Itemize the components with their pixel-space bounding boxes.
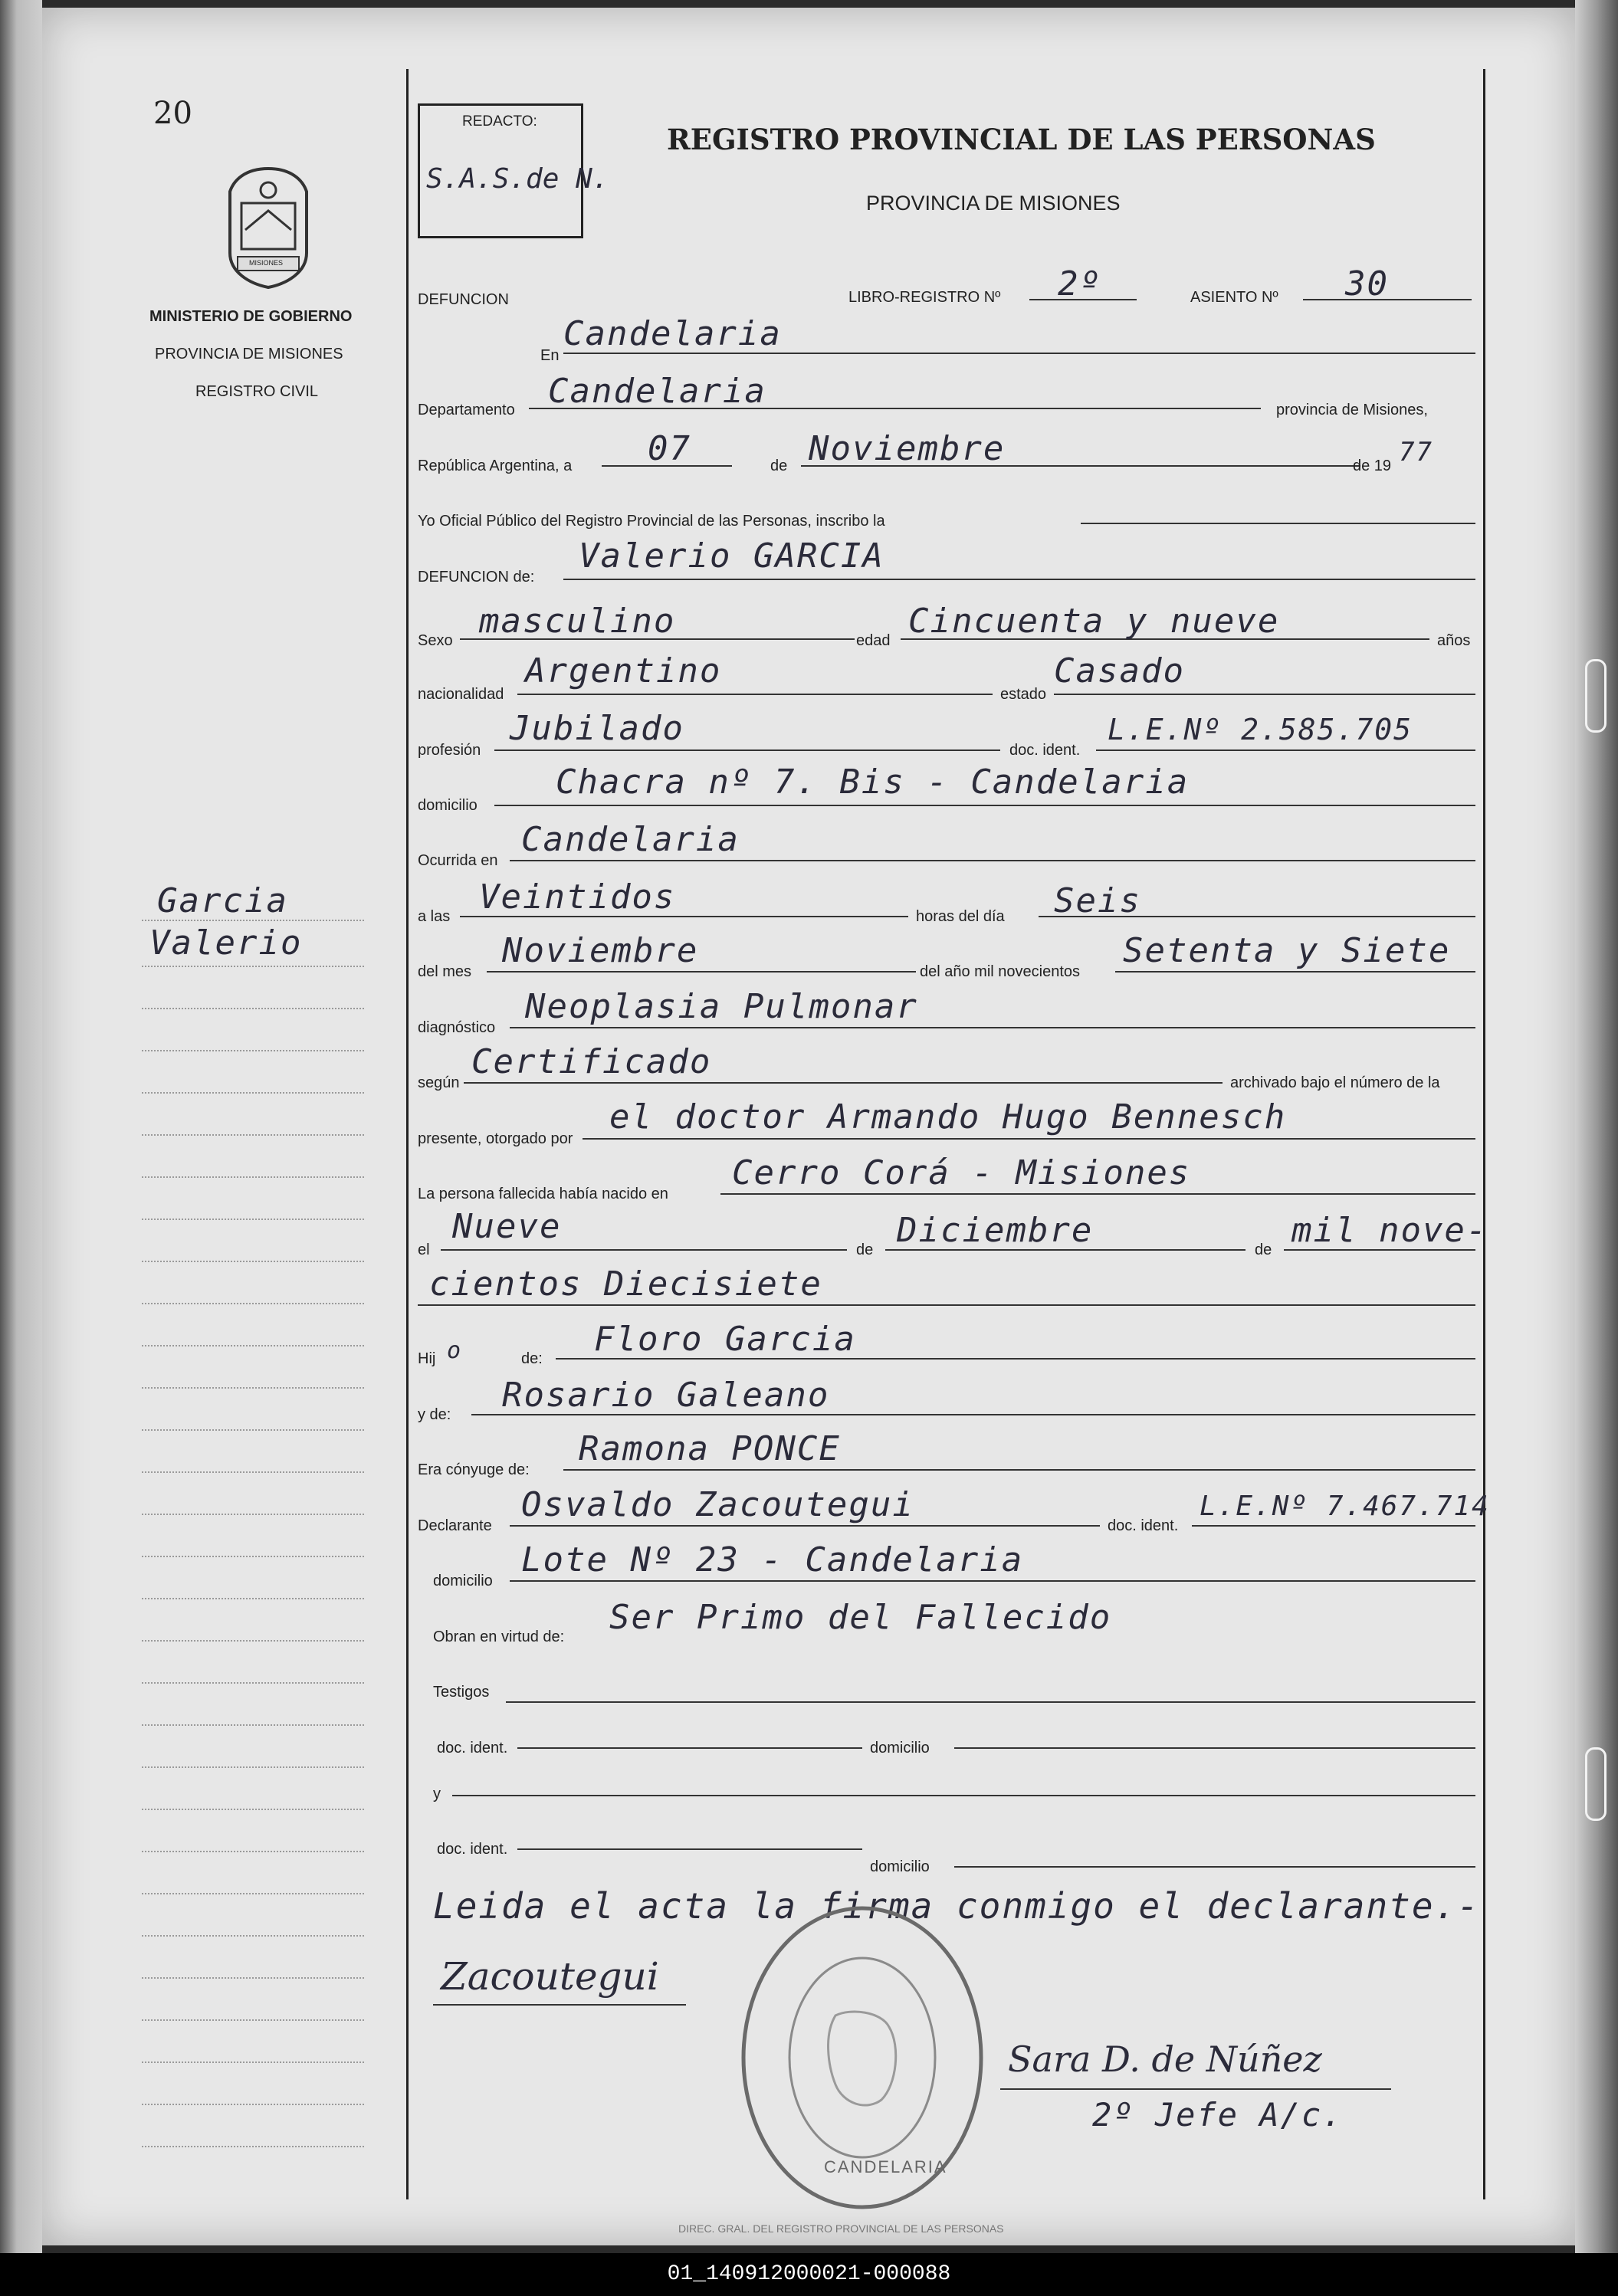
cont-value: cientos Diecisiete [429, 1264, 822, 1304]
de19-label: de 19 [1353, 458, 1392, 474]
book-binding [0, 0, 42, 2253]
presente-line [583, 1138, 1475, 1140]
ocurrida-line [510, 860, 1475, 861]
coat-of-arms-label: MISIONES [249, 259, 284, 267]
segun-line [464, 1082, 1223, 1084]
edad-value: Cincuenta y nueve [908, 602, 1280, 641]
nacionalidad-value: Argentino [525, 651, 722, 690]
domicilio-line [494, 805, 1475, 806]
horas-label: horas del día [916, 908, 1005, 925]
domicilio2-line [510, 1580, 1475, 1582]
domicilio2-label: domicilio [433, 1573, 493, 1589]
republica-label: República Argentina, a [418, 458, 573, 474]
de2-label: de [856, 1241, 874, 1258]
defuncion-de-line [563, 579, 1475, 580]
docident-value: L.E.Nº 2.585.705 [1108, 713, 1413, 746]
estado-label: estado [1000, 686, 1047, 703]
padre-value: Floro Garcia [594, 1320, 856, 1359]
ocurrida-value: Candelaria [521, 820, 740, 859]
domicilio-label: domicilio [418, 797, 478, 814]
domicilio4-label: domicilio [870, 1858, 930, 1875]
edad-label: edad [856, 632, 891, 649]
seal-inner-text: CANDELARIA [824, 2157, 947, 2176]
y-line [452, 1795, 1475, 1796]
binding-stitch-top [1585, 659, 1607, 733]
departamento-label: Departamento [418, 402, 515, 418]
cont-line [418, 1304, 1475, 1306]
image-id-footer: 01_140912000021-000088 [0, 2253, 1618, 2296]
docident2-line [1192, 1525, 1475, 1527]
seal-outer-text: DIREC. GRAL. DEL REGISTRO PROVINCIAL DE LAS PERSONAS [678, 2222, 1004, 2235]
book-edge [1575, 0, 1618, 2253]
dia-texto-value: Seis [1054, 881, 1141, 920]
sexo-label: Sexo [418, 632, 453, 649]
defuncion-label: DEFUNCION [418, 291, 509, 308]
libro-label: LIBRO-REGISTRO Nº [848, 289, 1001, 306]
profesion-label: profesión [418, 742, 481, 759]
page-number: 20 [153, 96, 192, 131]
docident-line [1096, 749, 1475, 751]
el-line [441, 1249, 847, 1251]
margin-surname: Garcia [157, 881, 288, 920]
obran-value: Ser Primo del Fallecido [609, 1598, 1112, 1637]
obran-label: Obran en virtud de: [433, 1629, 565, 1645]
delmes-line [487, 971, 916, 973]
segun-label: según [418, 1074, 460, 1091]
estado-line [1054, 694, 1475, 695]
margin-name: Valerio [149, 923, 303, 963]
de3-label: de [1255, 1241, 1272, 1258]
page-subtitle: PROVINCIA DE MISIONES [866, 192, 1121, 215]
docident3-line [517, 1747, 862, 1749]
madre-value: Rosario Galeano [502, 1376, 830, 1415]
conyuge-line [563, 1469, 1475, 1471]
docident2-label: doc. ident. [1108, 1517, 1179, 1534]
redacto-value: S.A.S.de N. [426, 163, 609, 195]
redacto-box [418, 103, 609, 238]
defuncion-de-value: Valerio GARCIA [579, 536, 884, 576]
delmes-value: Noviembre [502, 931, 699, 970]
coat-of-arms-icon [215, 161, 322, 291]
redacto-label: REDACTO: [462, 113, 537, 130]
declarante-value: Osvaldo Zacoutegui [521, 1485, 914, 1524]
docident4-line [517, 1848, 862, 1850]
ocurrida-label: Ocurrida en [418, 852, 498, 869]
nacido-line [720, 1193, 1475, 1195]
de-label: de [770, 458, 788, 474]
nacido-value: Cerro Corá - Misiones [732, 1153, 1191, 1192]
delmes-label: del mes [418, 963, 472, 980]
en-label: En [540, 347, 560, 364]
presente-label: presente, otorgado por [418, 1130, 573, 1147]
declarante-line [510, 1525, 1100, 1527]
el-value: Nueve [452, 1207, 562, 1246]
hijo-de-label: de: [521, 1350, 543, 1367]
diagnostico-value: Neoplasia Pulmonar [525, 987, 918, 1026]
presente-value: el doctor Armando Hugo Bennesch [609, 1097, 1287, 1137]
left-margin-rule [406, 69, 409, 2199]
conyuge-label: Era cónyuge de: [418, 1461, 530, 1478]
delanio-label: del año mil novecientos [920, 963, 1081, 980]
diagnostico-label: diagnóstico [418, 1019, 496, 1036]
el-label: el [418, 1241, 430, 1258]
page-title: REGISTRO PROVINCIAL DE LAS PERSONAS [667, 123, 1376, 156]
domicilio2-value: Lote Nº 23 - Candelaria [521, 1540, 1024, 1579]
profesion-line [494, 749, 1000, 751]
docident2-value: L.E.Nº 7.467.714 [1200, 1491, 1490, 1522]
right-margin-rule [1483, 69, 1485, 2199]
domicilio3-line [954, 1747, 1475, 1749]
asiento-label: ASIENTO Nº [1190, 289, 1278, 306]
domicilio3-label: domicilio [870, 1740, 930, 1756]
y-label: y [433, 1786, 441, 1802]
testigos-line [506, 1701, 1475, 1703]
testigos-label: Testigos [433, 1684, 490, 1701]
segun-value: Certificado [471, 1042, 712, 1081]
yde-label: y de: [418, 1406, 451, 1423]
delanio-line [1115, 971, 1475, 973]
alas-value: Veintidos [479, 877, 676, 917]
binding-stitch-bottom [1585, 1747, 1607, 1821]
conyuge-value: Ramona PONCE [579, 1429, 841, 1468]
docident4-label: doc. ident. [437, 1841, 508, 1858]
registry-label: REGISTRO CIVIL [195, 383, 319, 400]
official-signature-line [1000, 2088, 1391, 2090]
hijo-label: Hij [418, 1350, 436, 1367]
official-signature: Sara D. de Núñez [1008, 2039, 1322, 2080]
leida-text: Leida el acta la firma conmigo el declarante.- [433, 1885, 1480, 1927]
domicilio4-line [954, 1866, 1475, 1868]
province-label: PROVINCIA DE MISIONES [155, 346, 343, 362]
domicilio-value: Chacra nº 7. Bis - Candelaria [556, 763, 1190, 802]
departamento-value: Candelaria [548, 372, 766, 411]
libro-value: 2º [1058, 264, 1101, 303]
declarante-signature-line [433, 2004, 686, 2006]
profesion-value: Jubilado [510, 709, 684, 748]
delanio-value: Setenta y Siete [1123, 931, 1451, 970]
official-title: 2º Jefe A/c. [1092, 2096, 1344, 2134]
anios-label: años [1437, 632, 1471, 649]
declarante-label: Declarante [418, 1517, 492, 1534]
sexo-value: masculino [479, 602, 676, 641]
mes-value: Noviembre [809, 429, 1006, 468]
en-value: Candelaria [563, 314, 782, 353]
diagnostico-line [510, 1027, 1475, 1028]
archivado-label: archivado bajo el número de la [1230, 1074, 1440, 1091]
ministry-label: MINISTERIO DE GOBIERNO [149, 308, 353, 325]
docident-label: doc. ident. [1009, 742, 1081, 759]
nacionalidad-line [517, 694, 993, 695]
de2-value: Diciembre [897, 1211, 1094, 1250]
register-page [42, 8, 1575, 2245]
oficial-line [1081, 523, 1475, 524]
hijo-suffix: o [447, 1337, 463, 1364]
nacionalidad-label: nacionalidad [418, 686, 504, 703]
docident3-label: doc. ident. [437, 1740, 508, 1756]
de3-value: mil nove- [1291, 1211, 1488, 1250]
declarante-signature: Zacoutegui [441, 1954, 659, 1999]
estado-value: Casado [1054, 651, 1185, 690]
nacido-label: La persona fallecida había nacido en [418, 1186, 668, 1202]
dia-value: 07 [648, 429, 691, 468]
anio-value: 77 [1399, 437, 1433, 467]
oficial-label: Yo Oficial Público del Registro Provincial de las Personas, inscribo la [418, 513, 885, 530]
defuncion-de-label: DEFUNCION de: [418, 569, 535, 585]
provincia-label: provincia de Misiones, [1276, 402, 1428, 418]
alas-label: a las [418, 908, 451, 925]
asiento-value: 30 [1345, 264, 1389, 303]
